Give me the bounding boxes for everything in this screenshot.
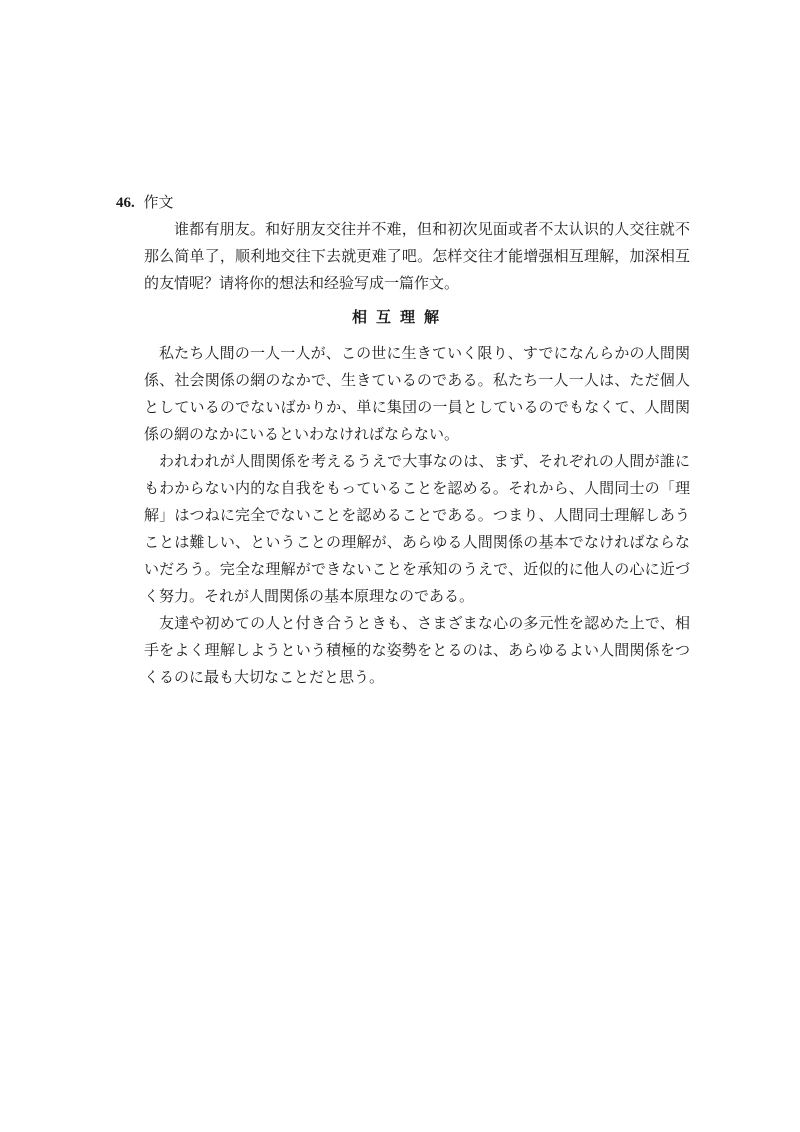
question-number: 46. — [116, 195, 135, 211]
essay-prompt: 谁都有朋友。和好朋友交往并不难，但和初次见面或者不太认识的人交往就不那么简单了，顺利地交往下去就更难了吧。怎样交往才能增强相互理解，加深相互的友情呢？请将你的想法和经验写成一篇作文。 — [144, 220, 690, 292]
question-header — [116, 192, 174, 213]
essay-paragraph: 友達や初めての人と付き合うときも、さまざまな心の多元性を認めた上で、相手をよく理解しようという積極的な姿勢をとるのは、あらゆるよい人間関係をつくるのに最も大切なことだと思う。 — [144, 614, 690, 686]
essay-body — [144, 340, 690, 691]
question-label: 作文 — [143, 193, 174, 211]
essay-paragraph: 私たち人間の一人一人が、この世に生きていく限り、すでになんらかの人間関係、社会関係の網のなかで、生きているのである。私たち一人一人は、ただ個人としているのでないばかりか、単に集団の一員としているのでもなくて、人間関係の網のなかにいるといわなければならない。 — [144, 344, 690, 443]
essay-title: 相互理解 — [351, 308, 448, 326]
essay-paragraph: われわれが人間関係を考えるうえで大事なのは、まず、それぞれの人間が誰にもわからない内的な自我をもっていることを認める。それから、人間同士の「理解」はつねに完全でないことを認めることである。つまり、人間同士理解しあうことは難しい、ということの理解が、あらゆる人間関係の基本でなければならないだろう。完全な理解ができないことを承知のうえで、近似的に他人の心に近づく努力。それが人間関係の基本原理なのである。 — [144, 452, 690, 605]
